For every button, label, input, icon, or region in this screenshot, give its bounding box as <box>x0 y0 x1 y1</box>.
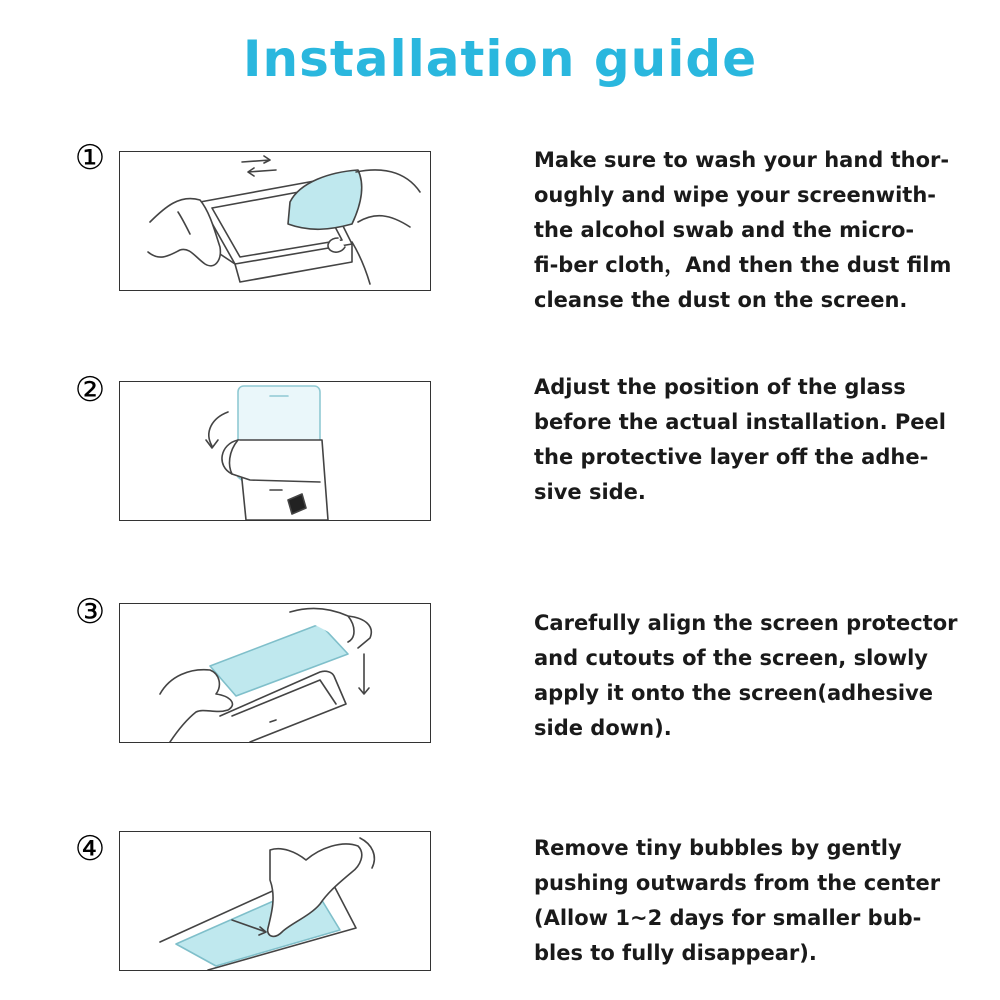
step-description: Make sure to wash your hand thor- oughly and wipe your screenwith- the alcohol swab and the micro- fi-ber cloth，And then the dust film cleanse the dust on the screen. <box>534 148 952 312</box>
page-title: Installation guide <box>242 30 758 88</box>
step-number: ④ <box>74 829 106 869</box>
step-description: Carefully align the screen protector and cutouts of the screen, slowly apply it onto the screen(adhesive side down). <box>534 611 958 740</box>
step-number: ② <box>74 370 106 410</box>
step-number: ① <box>74 138 106 178</box>
wipe-screen-illustration <box>119 151 431 291</box>
step-number: ③ <box>74 592 106 632</box>
step-description: Remove tiny bubbles by gently pushing outwards from the center (Allow 1~2 days for smaller bub- bles to fully disappear). <box>534 836 941 965</box>
step-description: Adjust the position of the glass before the actual installation. Peel the protective layer off the adhe- sive side. <box>534 375 946 504</box>
align-protector-illustration <box>119 603 431 743</box>
remove-bubbles-illustration <box>119 831 431 971</box>
peel-layer-illustration <box>119 381 431 521</box>
